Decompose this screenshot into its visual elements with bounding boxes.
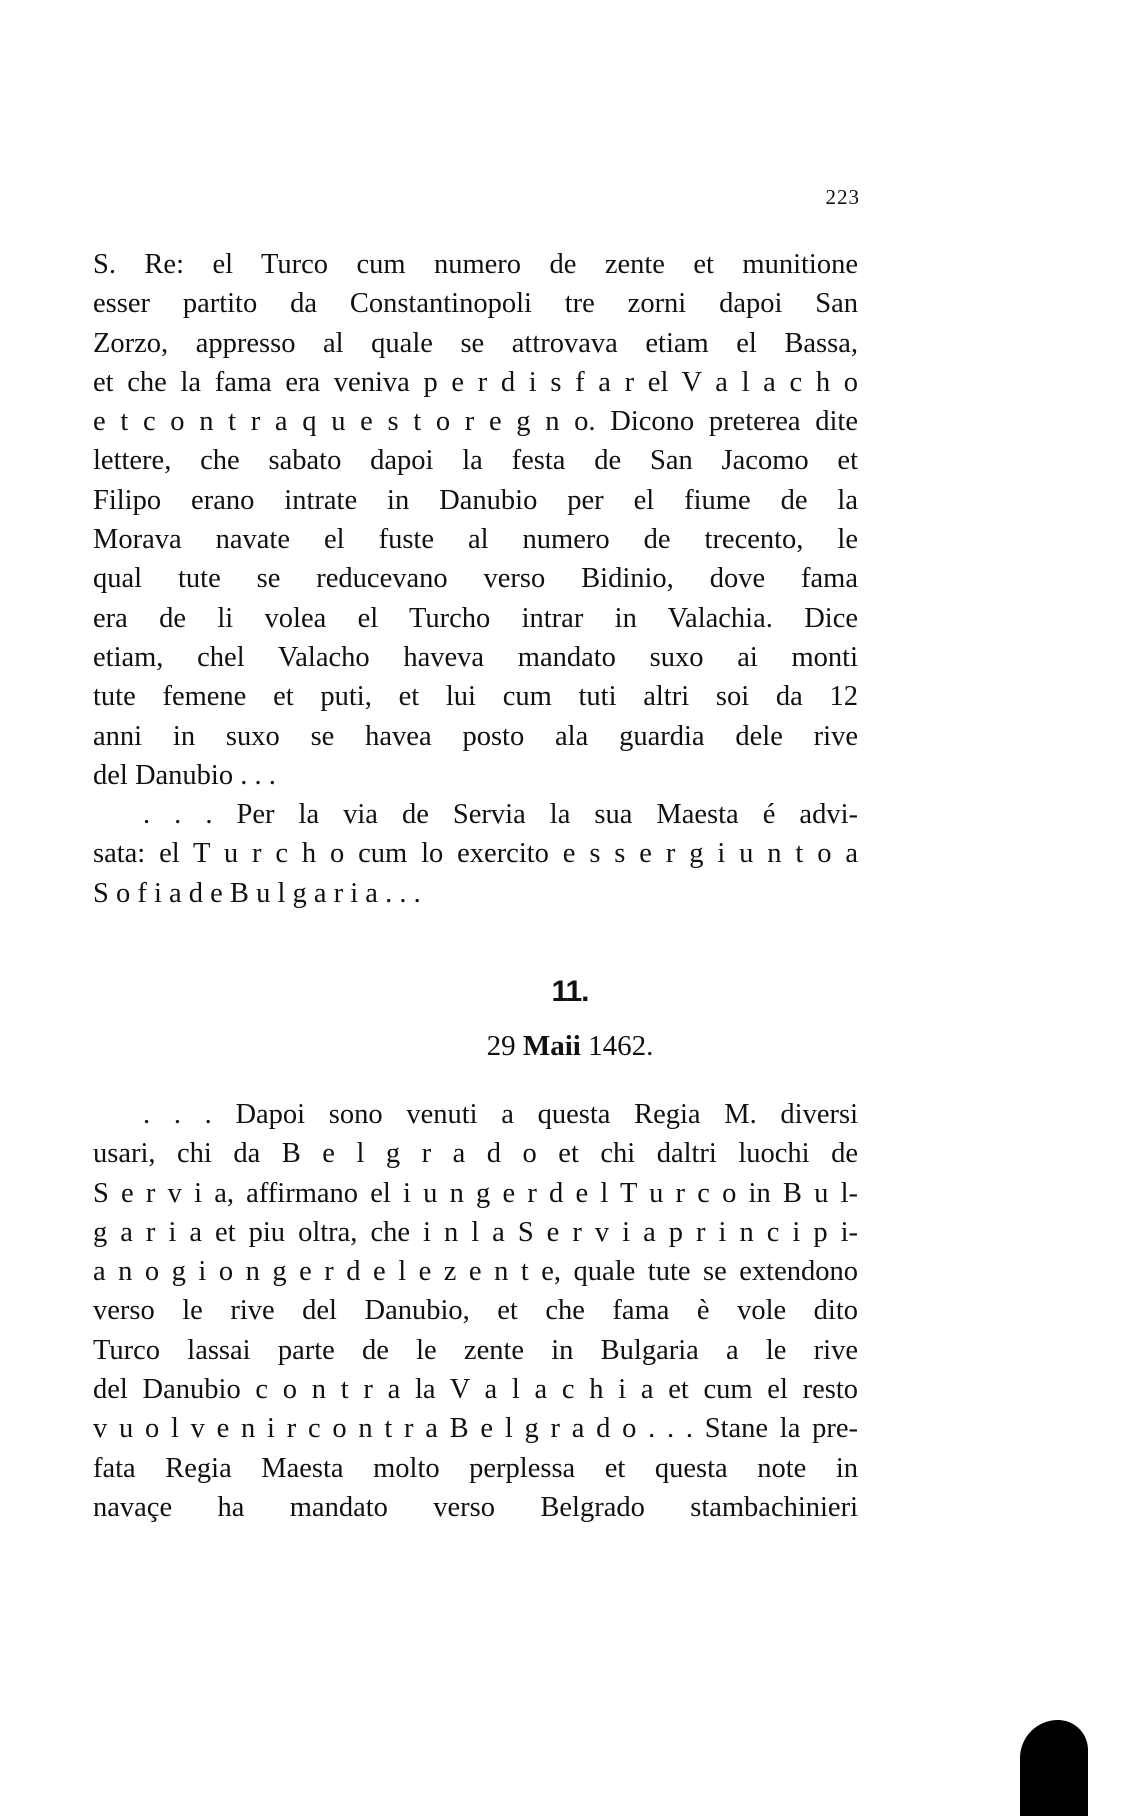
ink-blot [1020, 1720, 1088, 1816]
paragraph-3 [93, 1095, 858, 1527]
text-line: qual tute se reducevano verso Bidinio, dove fama [93, 563, 858, 595]
paragraph-2 [93, 795, 858, 913]
text-line: Morava navate el fuste al numero de trecento, le [93, 524, 858, 556]
text-line: Turco lassai parte de le zente in Bulgaria a le rive [93, 1334, 858, 1366]
date-year: 1462. [588, 1030, 654, 1062]
text-line: e t c o n t r a q u e s t o r e g n o. Dicono preterea dite [93, 406, 858, 438]
text-line: et che la fama era veniva p e r d i s f a r el V a l a c h o [93, 366, 858, 398]
page-number: 223 [825, 185, 860, 209]
text-line: etiam, chel Valacho haveva mandato suxo ai monti [93, 641, 858, 673]
section-date [0, 1030, 1140, 1063]
text-line: navaçe ha mandato verso Belgrado stambachinieri [93, 1491, 858, 1523]
text-line: S o f i a d e B u l g a r i a . . . [93, 877, 421, 909]
text-line: v u o l v e n i r c o n t r a B e l g r a d o . . . Stane la pre- [93, 1413, 858, 1445]
text-line: S. Re: el Turco cum numero de zente et munitione [93, 249, 858, 280]
text-line: del Danubio . . . [93, 759, 276, 791]
text-line: verso le rive del Danubio, et che fama è vole dito [93, 1295, 858, 1327]
text-line: era de li volea el Turcho intrar in Valachia. Dice [93, 602, 858, 634]
text-line: Zorzo, appresso al quale se attrovava etiam el Bassa, [93, 327, 858, 359]
paragraph-1 [93, 245, 858, 795]
date-month: Maii [522, 1030, 581, 1062]
text-line: anni in suxo se havea posto ala guardia dele rive [93, 720, 858, 752]
text-line: . . . Dapoi sono venuti a questa Regia M. diversi [143, 1099, 858, 1130]
section-number: 11. [551, 975, 589, 1008]
text-line: lettere, che sabato dapoi la festa de San Jacomo et [93, 445, 858, 477]
text-line: Filipo erano intrate in Danubio per el fiume de la [93, 484, 858, 516]
text-line: . . . Per la via de Servia la sua Maesta é advi- [143, 799, 858, 830]
text-line: sata: el T u r c h o cum lo exercito e s s e r g i u n t o a [93, 838, 858, 870]
text-line: fata Regia Maesta molto perplessa et questa note in [93, 1452, 858, 1484]
text-line: S e r v i a, affirmano el i u n g e r d e l T u r c o in B u l- [93, 1177, 858, 1209]
text-line: esser partito da Constantinopoli tre zorni dapoi San [93, 288, 858, 320]
text-line: a n o g i o n g e r d e l e z e n t e, quale tute se extendono [93, 1256, 858, 1288]
text-line: del Danubio c o n t r a la V a l a c h i a et cum el resto [93, 1374, 858, 1406]
text-line: tute femene et puti, et lui cum tuti altri soi da 12 [93, 681, 858, 713]
date-day: 29 [486, 1030, 516, 1062]
text-line: usari, chi da B e l g r a d o et chi daltri luochi de [93, 1138, 858, 1170]
text-line: g a r i a et piu oltra, che i n l a S e r v i a p r i n c i p i- [93, 1216, 858, 1248]
